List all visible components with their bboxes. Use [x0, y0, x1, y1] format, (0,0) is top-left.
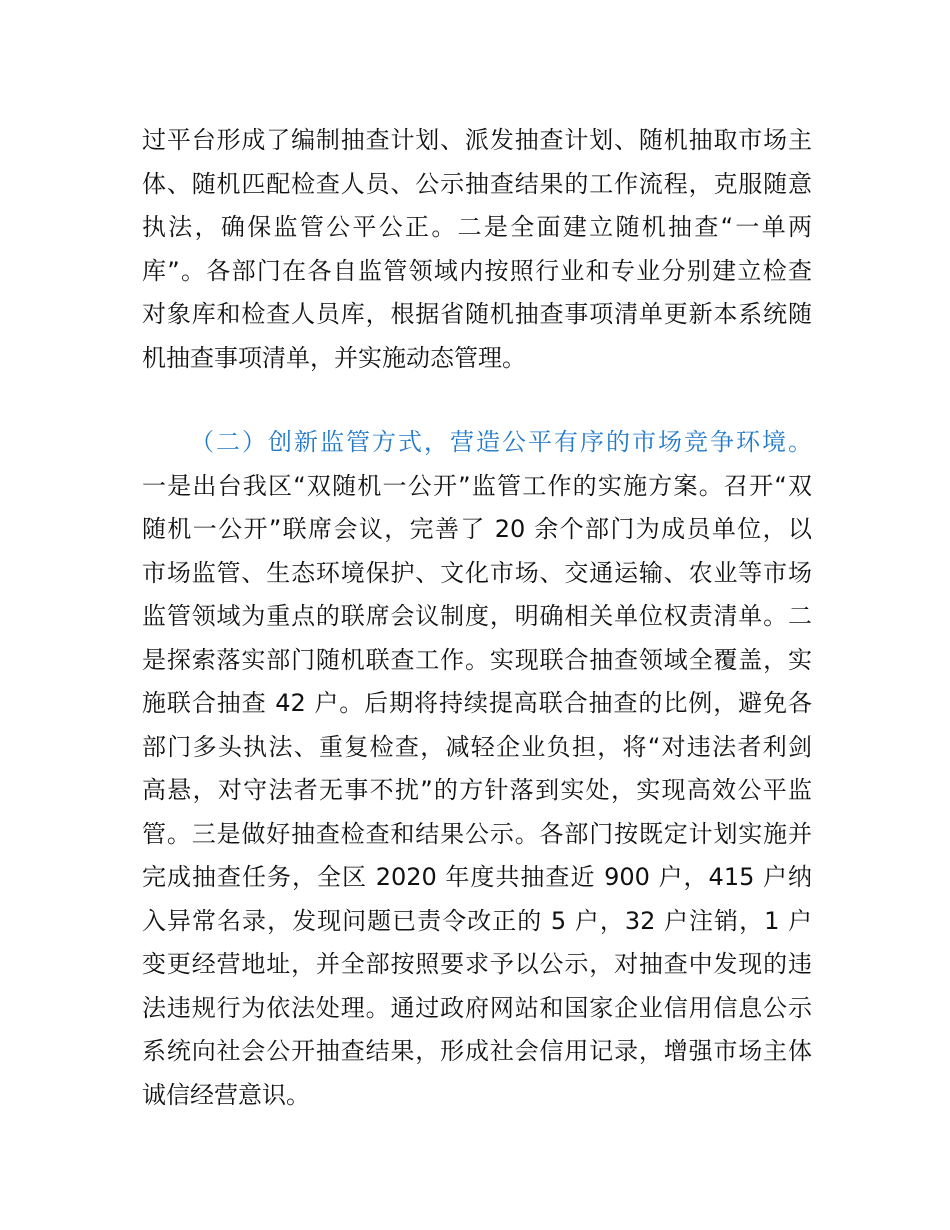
paragraph-line: 变更经营地址，并全部按照要求予以公示，对抽查中发现的违: [142, 950, 812, 978]
paragraph-line: 过平台形成了编制抽查计划、派发抽查计划、随机抽取市场主: [142, 126, 812, 154]
paragraph-line: 库”。各部门在各自监管领域内按照行业和专业分别建立检查: [142, 256, 812, 285]
paragraph-line: 施联合抽查 42 户。后期将持续提高联合抽查的比例，避免各: [142, 689, 812, 717]
paragraph-line: 对象库和检查人员库，根据省随机抽查事项清单更新本系统随: [142, 300, 812, 328]
paragraph-line: 随机一公开”联席会议，完善了 20 余个部门为成员单位，以: [142, 515, 812, 543]
document-body: [142, 119, 812, 1117]
paragraph-line: 市场监管、生态环境保护、文化市场、交通运输、农业等市场: [142, 558, 812, 587]
paragraph-line: 管。三是做好抽查检查和结果公示。各部门按既定计划实施并: [142, 819, 812, 848]
paragraph-line: 机抽查事项清单，并实施动态管理。: [142, 343, 526, 372]
paragraph-line: 入异常名录，发现问题已责令改正的 5 户，32 户注销，1 户: [142, 906, 812, 935]
paragraph-line: 体、随机匹配检查人员、公示抽查结果的工作流程，克服随意: [142, 169, 812, 198]
paragraph-line: 是探索落实部门随机联查工作。实现联合抽查领域全覆盖，实: [142, 645, 812, 674]
paragraph-spacer: [142, 380, 812, 421]
paragraph-line: 法违规行为依法处理。通过政府网站和国家企业信用信息公示: [142, 993, 812, 1022]
paragraph-line: 完成抽查任务，全区 2020 年度共抽查近 900 户，415 户纳: [142, 863, 812, 891]
section-heading: （二）创新监管方式，营造公平有序的市场竞争环境。: [190, 428, 812, 456]
section-2: [142, 421, 812, 1117]
paragraph-line: 执法，确保监管公平公正。二是全面建立随机抽查“一单两: [142, 213, 812, 241]
paragraph-line: 监管领域为重点的联席会议制度，明确相关单位权责清单。二: [142, 602, 812, 630]
paragraph-line: 部门多头执法、重复检查，减轻企业负担，将“对违法者利剑: [142, 732, 812, 761]
paragraph-line: 高悬，对守法者无事不扰”的方针落到实处，实现高效公平监: [142, 776, 812, 804]
paragraph-line: 一是出台我区“双随机一公开”监管工作的实施方案。召开“双: [142, 471, 812, 500]
paragraph-line: 系统向社会公开抽查结果，形成社会信用记录，增强市场主体: [142, 1037, 812, 1065]
paragraph-1: [142, 119, 812, 380]
paragraph-line: 诚信经营意识。: [142, 1080, 310, 1109]
